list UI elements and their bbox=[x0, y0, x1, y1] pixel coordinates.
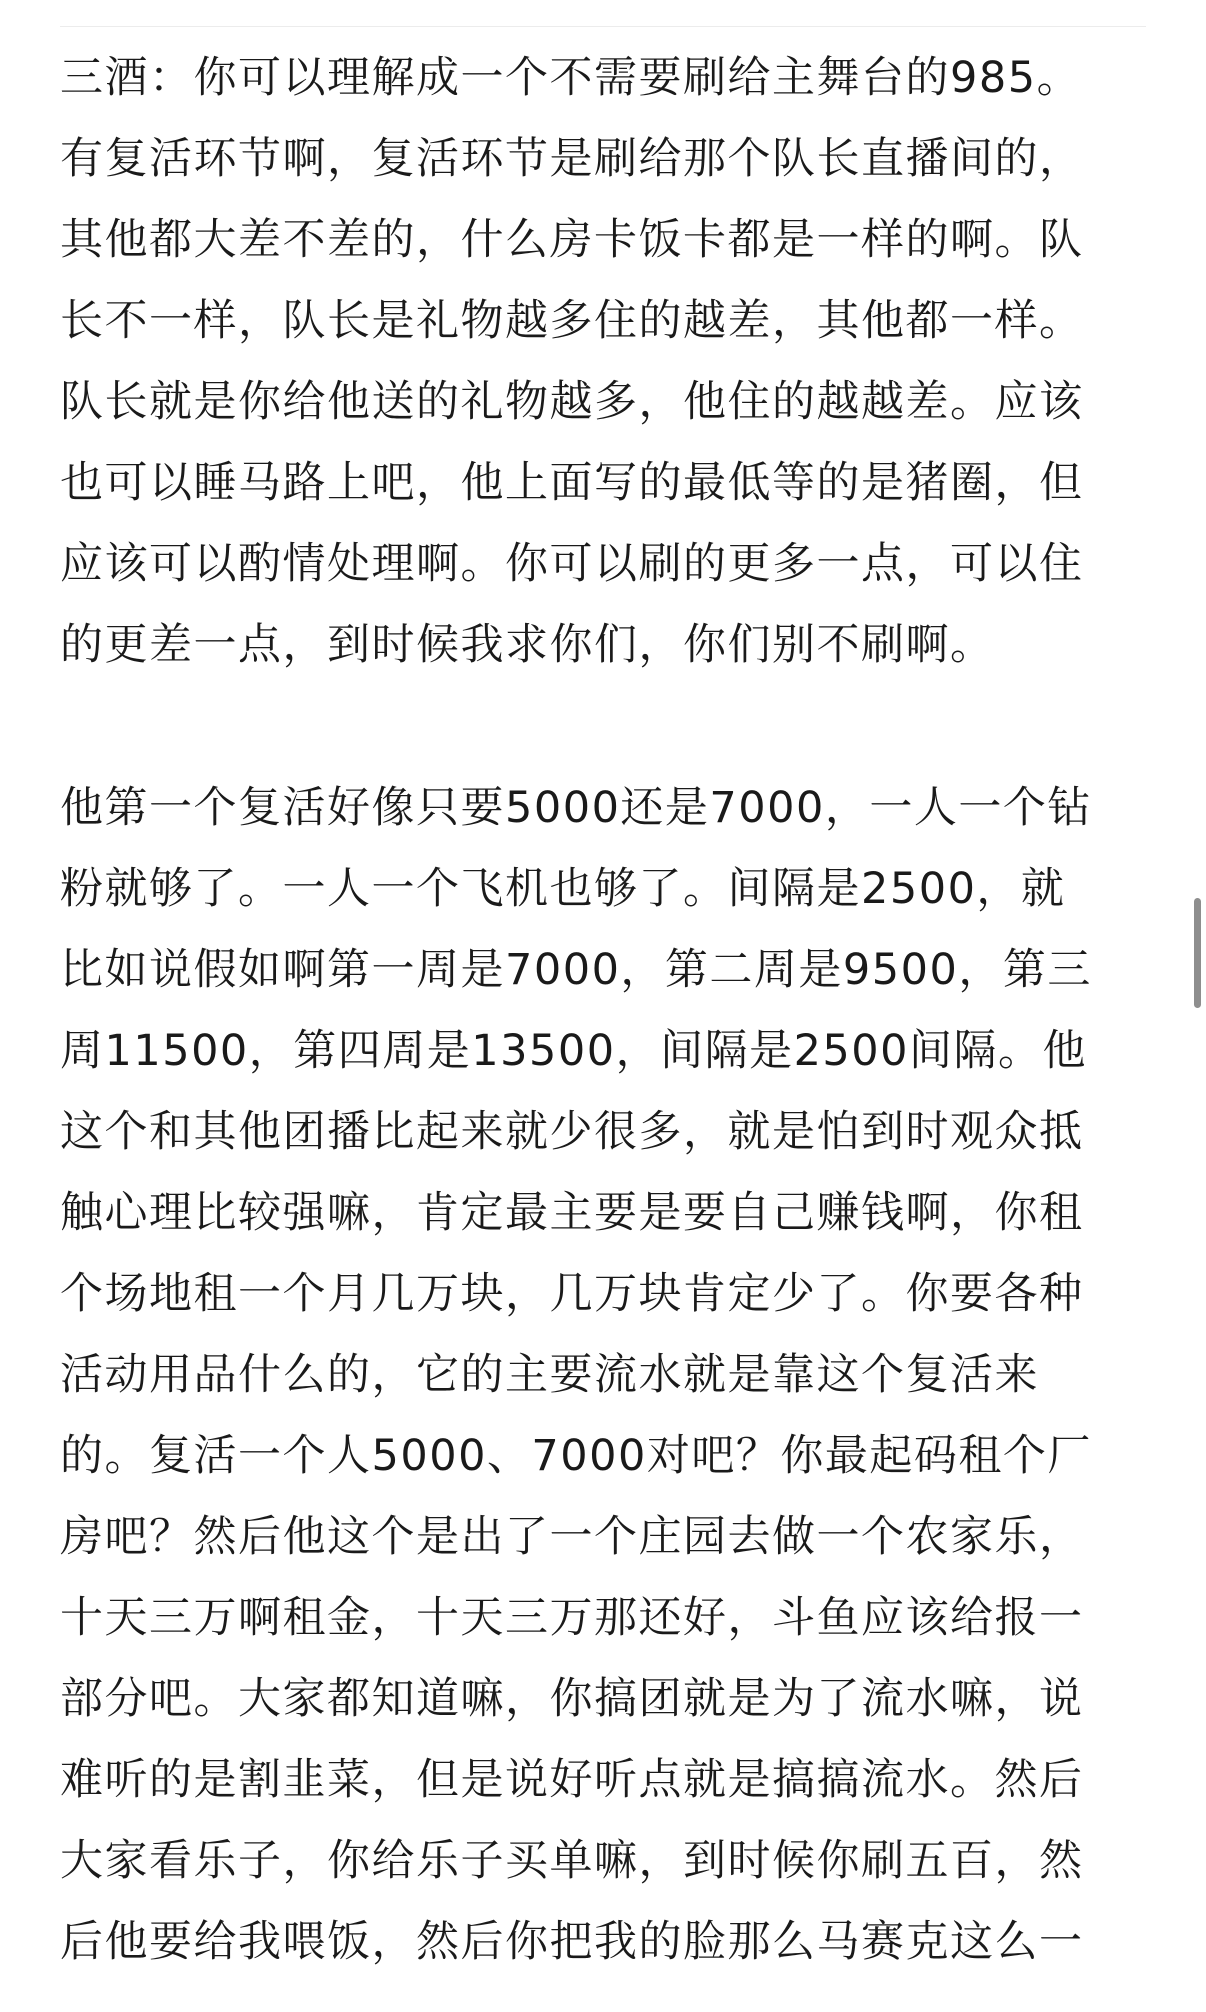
text-line: 也可以睡马路上吧，他上面写的最低等的是猪圈，但 bbox=[60, 458, 1084, 508]
text-line: 应该可以酌情处理啊。你可以刷的更多一点，可以住 bbox=[60, 539, 1084, 589]
scrollbar[interactable] bbox=[1190, 0, 1206, 2012]
text-line: 活动用品什么的，它的主要流水就是靠这个复活来 bbox=[60, 1350, 1039, 1400]
text-line: 队长就是你给他送的礼物越多，他住的越越差。应该 bbox=[60, 377, 1084, 427]
text-line: 三酒：你可以理解成一个不需要刷给主舞台的985。 bbox=[60, 53, 1082, 103]
top-divider bbox=[60, 26, 1146, 27]
text-line: 这个和其他团播比起来就少很多，就是怕到时观众抵 bbox=[60, 1107, 1084, 1157]
text-line: 难听的是割韭菜，但是说好听点就是搞搞流水。然后 bbox=[60, 1755, 1084, 1805]
text-line: 个场地租一个月几万块，几万块肯定少了。你要各种 bbox=[60, 1269, 1084, 1319]
text-line: 比如说假如啊第一周是7000，第二周是9500，第三 bbox=[60, 945, 1092, 995]
text-line: 十天三万啊租金，十天三万那还好，斗鱼应该给报一 bbox=[60, 1593, 1084, 1643]
text-line: 粉就够了。一人一个飞机也够了。间隔是2500，就 bbox=[60, 864, 1066, 914]
paragraph-spacer bbox=[0, 686, 1206, 768]
text-line: 房吧？然后他这个是出了一个庄园去做一个农家乐， bbox=[60, 1512, 1084, 1562]
article-body bbox=[0, 38, 1206, 1983]
scrollbar-thumb[interactable] bbox=[1194, 898, 1201, 1008]
text-line: 他第一个复活好像只要5000还是7000，一人一个钻 bbox=[60, 783, 1092, 833]
text-line: 长不一样，队长是礼物越多住的越差，其他都一样。 bbox=[60, 296, 1084, 346]
text-line: 触心理比较强嘛，肯定最主要是要自己赚钱啊，你租 bbox=[60, 1188, 1084, 1238]
text-line: 后他要给我喂饭，然后你把我的脸那么马赛克这么一 bbox=[60, 1917, 1084, 1967]
text-line: 周11500，第四周是13500，间隔是2500间隔。他 bbox=[60, 1026, 1088, 1076]
text-line: 有复活环节啊，复活环节是刷给那个队长直播间的， bbox=[60, 134, 1084, 184]
text-line: 大家看乐子，你给乐子买单嘛，到时候你刷五百，然 bbox=[60, 1836, 1084, 1886]
text-line: 的。复活一个人5000、7000对吧？你最起码租个厂 bbox=[60, 1431, 1092, 1481]
paragraph-1 bbox=[60, 38, 1150, 686]
text-line: 其他都大差不差的，什么房卡饭卡都是一样的啊。队 bbox=[60, 215, 1084, 265]
text-line: 的更差一点，到时候我求你们，你们别不刷啊。 bbox=[60, 620, 995, 670]
paragraph-2 bbox=[60, 768, 1150, 1983]
text-line: 部分吧。大家都知道嘛，你搞团就是为了流水嘛，说 bbox=[60, 1674, 1084, 1724]
